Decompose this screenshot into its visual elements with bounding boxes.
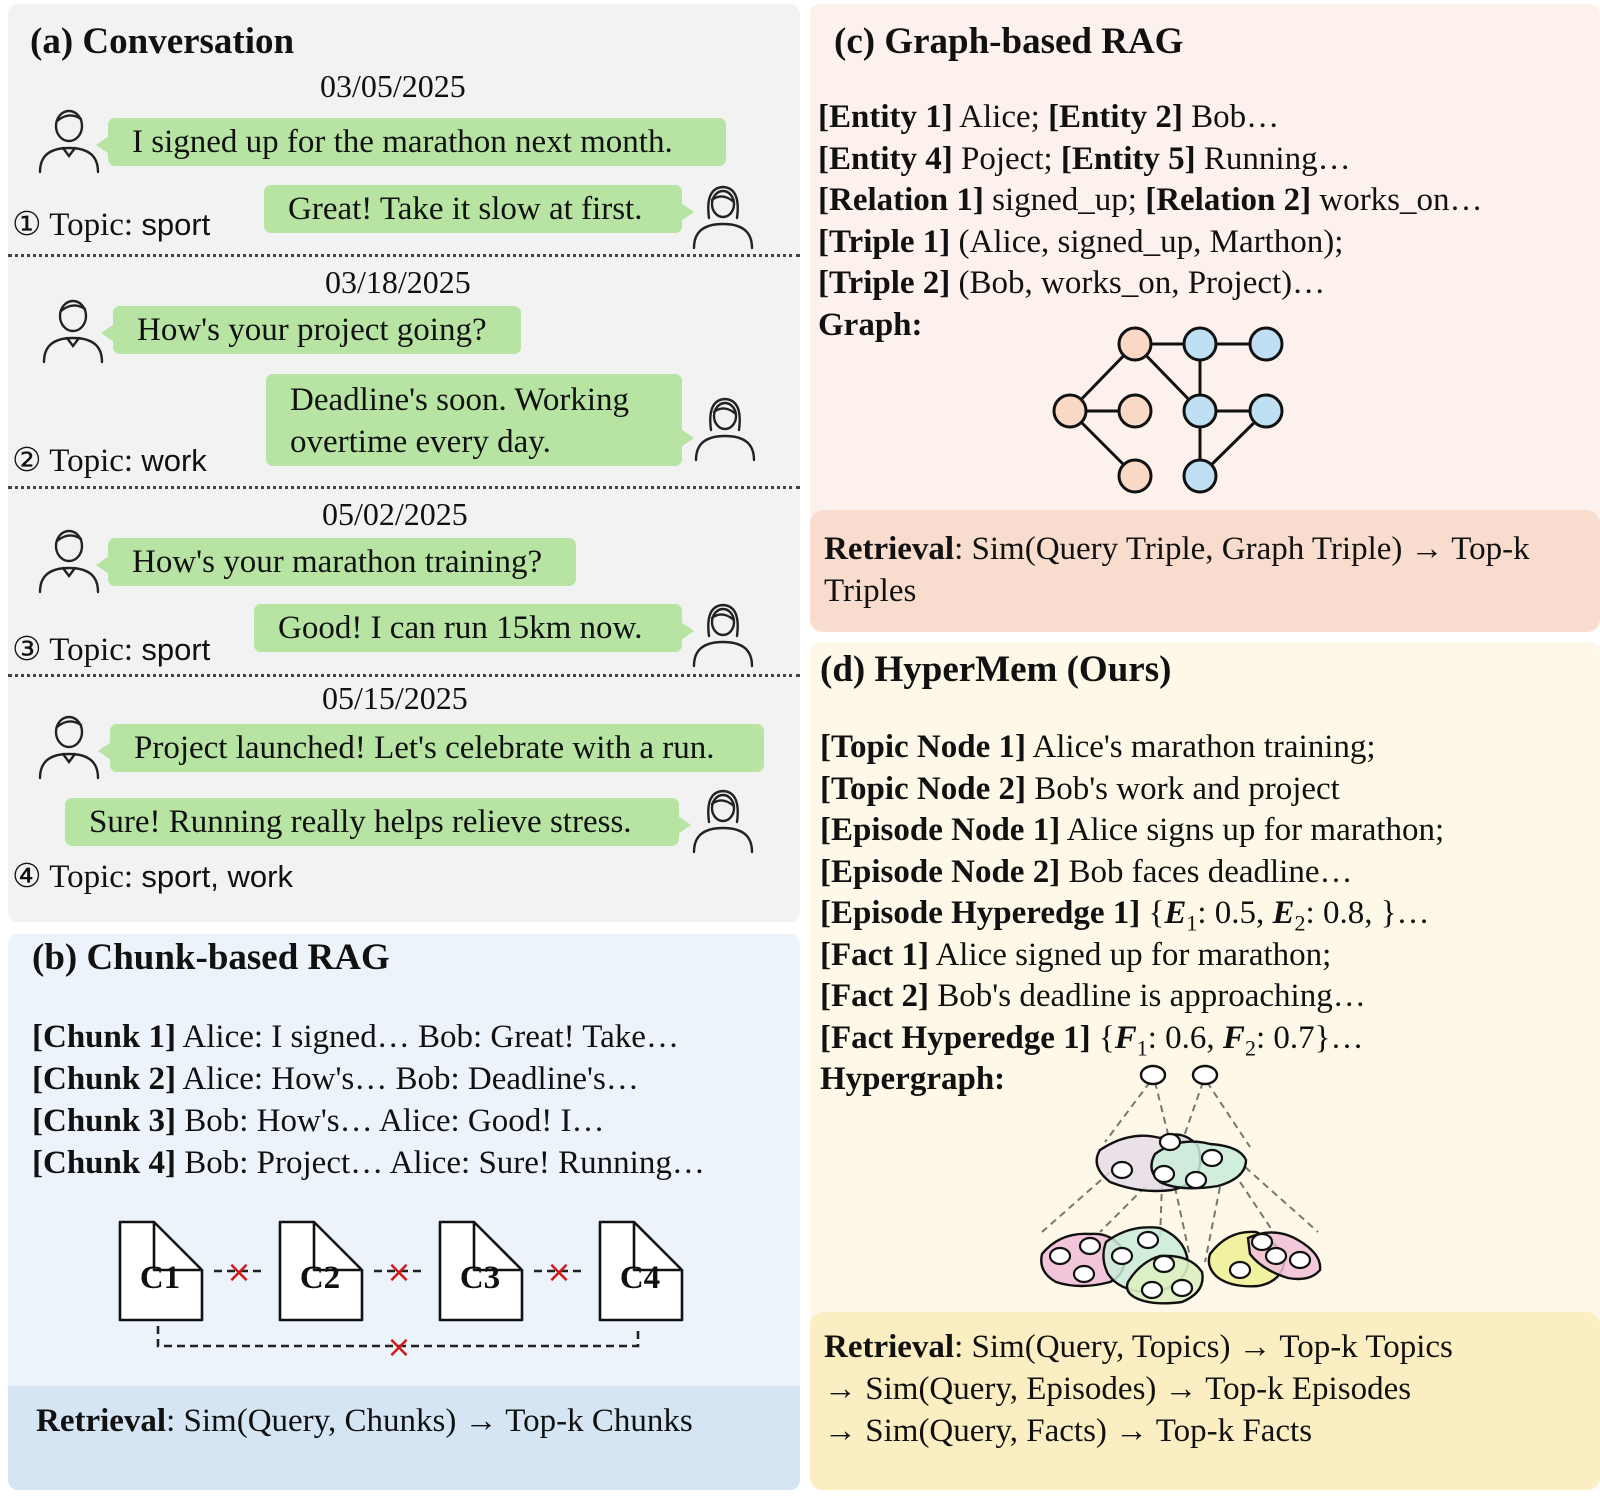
line-label: [Topic Node 2]: [820, 770, 1026, 807]
bob-entity-node: [1250, 328, 1282, 360]
retrieval-label: Retrieval: [36, 1403, 167, 1439]
retrieval-label: Retrieval: [824, 1329, 955, 1365]
retrieval-text: → Sim(Query, Facts) → Top-k Facts: [824, 1413, 1313, 1449]
retrieval-text: : Sim(Query Triple, Graph Triple) → Top-k Triples: [824, 531, 1530, 609]
line-text: : 0.7}…: [1255, 1019, 1364, 1056]
retrieval-text: : Sim(Query, Chunks) → Top-k Chunks: [166, 1403, 693, 1439]
bob-entity-node: [1184, 328, 1216, 360]
chunk-text: Alice: How's… Bob: Deadline's…: [175, 1061, 639, 1097]
hypermem-retrieval-box: [810, 1312, 1600, 1490]
hypermem-panel: [810, 642, 1600, 1490]
line-label: [Relation 1]: [818, 182, 984, 218]
retrieval-text: → Sim(Query, Episodes) → Top-k Episodes: [824, 1371, 1412, 1407]
variable: F: [1114, 1019, 1137, 1056]
line-text: Running…: [1195, 140, 1351, 177]
line-label: [Entity 1]: [818, 99, 953, 135]
line-label: [Triple 1]: [818, 223, 951, 260]
topic-label: Topic:: [49, 443, 134, 479]
line-label: [Fact 1]: [820, 936, 930, 973]
chunk-label: [Chunk 1]: [32, 1019, 176, 1055]
retrieval-text: : Sim(Query, Topics) → Top-k Topics: [954, 1329, 1453, 1365]
topic-value: work: [141, 443, 207, 478]
topic-number: ②: [12, 443, 42, 479]
user-message: How's your marathon training?: [108, 538, 576, 586]
chunk-doc-label: C2: [299, 1260, 341, 1296]
topic-number: ①: [12, 207, 42, 243]
male-user-icon: [40, 294, 106, 366]
line-label: Hypergraph:: [820, 1061, 1006, 1097]
line-text: : 0.6,: [1147, 1019, 1223, 1056]
line-label: [Fact 2]: [820, 978, 930, 1014]
subscript: 2: [1294, 910, 1306, 936]
alice-entity-node: [1054, 395, 1086, 427]
assistant-message: Sure! Running really helps relieve stress.: [65, 798, 679, 846]
topic-value: sport: [141, 632, 211, 667]
conversation-panel: [8, 4, 800, 922]
line-text: works_on…: [1311, 182, 1483, 218]
broken-link-mark: ×: [546, 1255, 572, 1290]
user-message: Project launched! Let's celebrate with a run.: [110, 724, 764, 772]
line-text: Alice's marathon training;: [1025, 729, 1376, 765]
line-text: {: [1090, 1019, 1115, 1056]
bob-entity-node: [1184, 460, 1216, 492]
topic-number: ③: [12, 632, 42, 668]
assistant-message: Good! I can run 15km now.: [254, 604, 682, 652]
topic-node: [1141, 1066, 1165, 1084]
broken-link-mark: ×: [226, 1255, 252, 1290]
bob-entity-node: [1184, 395, 1216, 427]
line-text: (Alice, signed_up, Marthon);: [950, 223, 1344, 260]
panel-d-title: (d) HyperMem (Ours): [820, 649, 1172, 690]
chunk-doc-label: C3: [459, 1260, 501, 1296]
line-text: signed_up;: [983, 182, 1146, 218]
topic-label: Topic:: [49, 859, 134, 895]
line-label: [Triple 2]: [818, 265, 951, 301]
line-text: Alice signed up for marathon;: [929, 936, 1332, 973]
topic-value: sport, work: [141, 859, 293, 894]
panel-a-title: (a) Conversation: [30, 21, 295, 62]
alice-entity-node: [1119, 460, 1151, 492]
line-text: Alice signs up for marathon;: [1060, 812, 1445, 848]
user-message: How's your project going?: [113, 306, 521, 354]
line-label: Graph:: [818, 306, 923, 343]
topic-label: Topic:: [49, 207, 134, 243]
assistant-message: Great! Take it slow at first.: [264, 185, 682, 233]
chunk-doc-label: C4: [619, 1260, 661, 1296]
subscript: 1: [1186, 910, 1198, 936]
line-text: Bob's deadline is approaching…: [929, 978, 1366, 1014]
topic-number: ④: [12, 859, 42, 895]
line-label: [Entity 5]: [1060, 140, 1196, 177]
line-text: Bob…: [1182, 99, 1280, 135]
alice-entity-node: [1119, 395, 1151, 427]
broken-link-mark: ×: [386, 1330, 412, 1365]
line-text: Poject;: [952, 140, 1061, 177]
line-text: : 0.5,: [1197, 895, 1273, 931]
variable: F: [1222, 1019, 1245, 1056]
variable: E: [1272, 895, 1295, 931]
graph-edges: [1070, 344, 1266, 476]
reply-line: overtime every day.: [290, 424, 551, 460]
chunk-text: Bob: How's… Alice: Good! I…: [175, 1103, 605, 1139]
female-user-icon: [690, 598, 756, 670]
line-label: [Episode Node 2]: [820, 853, 1061, 890]
chunk-retrieval-box: [8, 1386, 800, 1490]
alice-entity-node: [1119, 328, 1151, 360]
bob-entity-node: [1250, 395, 1282, 427]
line-text: {: [1140, 895, 1165, 931]
subscript: 1: [1136, 1035, 1148, 1061]
session-date: 05/15/2025: [322, 680, 468, 716]
topic-label: Topic:: [49, 632, 134, 668]
line-label: [Episode Hyperedge 1]: [820, 895, 1141, 931]
line-text: (Bob, works_on, Project)…: [950, 265, 1326, 301]
line-label: [Entity 2]: [1048, 99, 1183, 135]
chunk-label: [Chunk 3]: [32, 1103, 176, 1139]
male-user-icon: [36, 524, 102, 596]
line-label: [Relation 2]: [1145, 182, 1312, 218]
session-date: 05/02/2025: [322, 496, 468, 532]
male-user-icon: [36, 710, 102, 782]
chunk-text: Alice: I signed… Bob: Great! Take…: [175, 1019, 679, 1055]
line-label: [Topic Node 1]: [820, 729, 1026, 765]
chunk-text: Bob: Project… Alice: Sure! Running…: [175, 1145, 705, 1181]
subscript: 2: [1244, 1035, 1256, 1061]
female-user-icon: [690, 784, 756, 856]
topic-value: sport: [141, 207, 211, 242]
male-user-icon: [36, 104, 102, 176]
user-message: I signed up for the marathon next month.: [108, 118, 726, 166]
session-date: 03/05/2025: [320, 68, 466, 104]
chunk-label: [Chunk 4]: [32, 1145, 176, 1181]
graph-rag-panel: [810, 4, 1600, 632]
variable: E: [1164, 895, 1187, 931]
line-text: Alice;: [952, 99, 1049, 135]
female-user-icon: [690, 180, 756, 252]
line-label: [Entity 4]: [818, 140, 953, 177]
panel-b-title: (b) Chunk-based RAG: [32, 937, 390, 978]
line-text: : 0.8, }…: [1305, 895, 1430, 931]
chunk-doc-label: C1: [139, 1260, 181, 1296]
line-label: [Fact Hyperedge 1]: [820, 1019, 1091, 1056]
retrieval-label: Retrieval: [824, 531, 955, 567]
broken-link-mark: ×: [386, 1255, 412, 1290]
chunk-label: [Chunk 2]: [32, 1061, 176, 1097]
chunk-rag-panel: [8, 934, 800, 1490]
panel-c-title: (c) Graph-based RAG: [834, 21, 1184, 62]
graph-retrieval-box: [810, 510, 1600, 632]
line-label: [Episode Node 1]: [820, 812, 1061, 848]
topic-node: [1193, 1066, 1217, 1084]
reply-line: Deadline's soon. Working: [290, 382, 630, 418]
line-text: Bob faces deadline…: [1060, 853, 1353, 890]
bubble-tails: [8, 4, 800, 922]
female-user-icon: [692, 392, 758, 464]
session-date: 03/18/2025: [325, 264, 471, 300]
line-text: Bob's work and project: [1025, 770, 1340, 807]
